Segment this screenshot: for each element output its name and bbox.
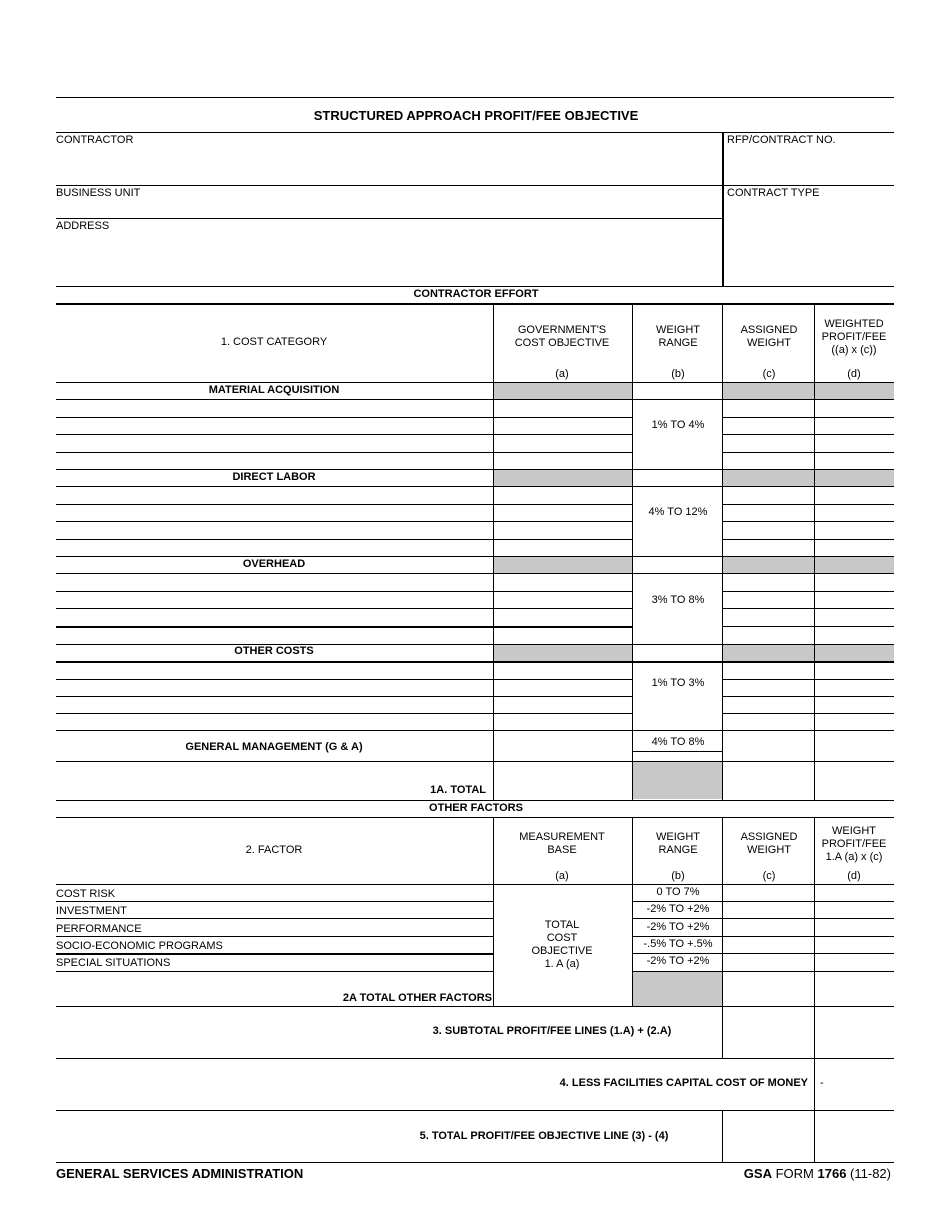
facilities-cost-label: 4. LESS FACILITIES CAPITAL COST OF MONEY [559, 1077, 808, 1089]
socio-economic-range: -.5% TO +.5% [643, 938, 713, 950]
performance-range: -2% TO +2% [646, 921, 710, 933]
rfp-contract-no-label: RFP/CONTRACT NO. [727, 134, 836, 146]
factor-col-c-letter: (c) [762, 870, 776, 882]
overhead-range: 3% TO 8% [651, 594, 705, 606]
assigned-weight-header: ASSIGNED WEIGHT [740, 324, 798, 349]
measurement-base-header: MEASUREMENT BASE [519, 831, 605, 856]
measurement-base-value: TOTAL COST OBJECTIVE 1. A (a) [531, 919, 593, 970]
investment-label: INVESTMENT [56, 905, 127, 917]
cost-risk-range: 0 TO 7% [656, 886, 700, 898]
factor-col-a-letter: (a) [555, 870, 569, 882]
footer-agency: GENERAL SERVICES ADMINISTRATION [56, 1166, 304, 1181]
material-acquisition-label: MATERIAL ACQUISITION [208, 384, 340, 396]
gna-label: GENERAL MANAGEMENT (G & A) [185, 741, 363, 753]
factor-col-b-letter: (b) [671, 870, 685, 882]
col-c-letter: (c) [762, 368, 776, 380]
subtotal-profit-field[interactable] [816, 1008, 894, 1056]
weighted-profit-fee-header: WEIGHTED PROFIT/FEE ((a) x (c)) [821, 318, 887, 356]
form-title: STRUCTURED APPROACH PROFIT/FEE OBJECTIVE [313, 108, 639, 123]
contractor-effort-title: CONTRACTOR EFFORT [413, 288, 539, 300]
investment-range: -2% TO +2% [646, 903, 710, 915]
footer-form-id: GSA FORM 1766 (11-82) [743, 1166, 891, 1181]
other-costs-label: OTHER COSTS [234, 645, 314, 657]
socio-economic-label: SOCIO-ECONOMIC PROGRAMS [56, 940, 223, 952]
total-objective-assigned-field[interactable] [724, 1112, 813, 1160]
factor-header: 2. FACTOR [245, 844, 303, 856]
address-field[interactable] [56, 233, 720, 285]
contractor-label: CONTRACTOR [56, 134, 134, 146]
weight-range-header: WEIGHT RANGE [656, 324, 700, 349]
gov-cost-objective-header: GOVERNMENT'S COST OBJECTIVE [514, 324, 610, 349]
factor-weight-range-header: WEIGHT RANGE [656, 831, 700, 856]
col-b-letter: (b) [671, 368, 685, 380]
other-factors-total-label: 2A TOTAL OTHER FACTORS [342, 992, 492, 1004]
rfp-contract-no-field[interactable] [726, 147, 894, 185]
subtotal-assigned-field[interactable] [724, 1008, 813, 1056]
cost-category-header: 1. COST CATEGORY [220, 336, 328, 348]
business-unit-field[interactable] [56, 200, 720, 218]
col-d-letter: (d) [847, 368, 861, 380]
performance-label: PERFORMANCE [56, 923, 142, 935]
total-objective-label: 5. TOTAL PROFIT/FEE OBJECTIVE LINE (3) - (4) [419, 1130, 669, 1142]
overhead-label: OVERHEAD [242, 558, 306, 570]
direct-labor-range: 4% TO 12% [648, 506, 708, 518]
address-label: ADDRESS [56, 220, 110, 232]
other-factors-title: OTHER FACTORS [429, 802, 523, 814]
col-a-letter: (a) [555, 368, 569, 380]
facilities-cost-value: - [820, 1077, 824, 1089]
factor-col-d-letter: (d) [847, 870, 861, 882]
contractor-field[interactable] [56, 147, 720, 185]
contract-type-field[interactable] [726, 200, 894, 286]
business-unit-label: BUSINESS UNIT [56, 187, 141, 199]
effort-total-label: 1A. TOTAL [430, 784, 486, 796]
other-costs-range: 1% TO 3% [651, 677, 705, 689]
cost-risk-label: COST RISK [56, 888, 116, 900]
material-acquisition-range: 1% TO 4% [651, 419, 705, 431]
direct-labor-label: DIRECT LABOR [232, 471, 316, 483]
gna-range: 4% TO 8% [651, 736, 705, 748]
subtotal-label: 3. SUBTOTAL PROFIT/FEE LINES (1.A) + (2.A) [432, 1025, 672, 1037]
special-situations-range: -2% TO +2% [646, 955, 710, 967]
total-objective-profit-field[interactable] [816, 1112, 894, 1160]
factor-weight-profit-header: WEIGHT PROFIT/FEE 1.A (a) x (c) [821, 825, 887, 863]
factor-assigned-weight-header: ASSIGNED WEIGHT [740, 831, 798, 856]
contract-type-label: CONTRACT TYPE [727, 187, 820, 199]
special-situations-label: SPECIAL SITUATIONS [56, 957, 171, 969]
